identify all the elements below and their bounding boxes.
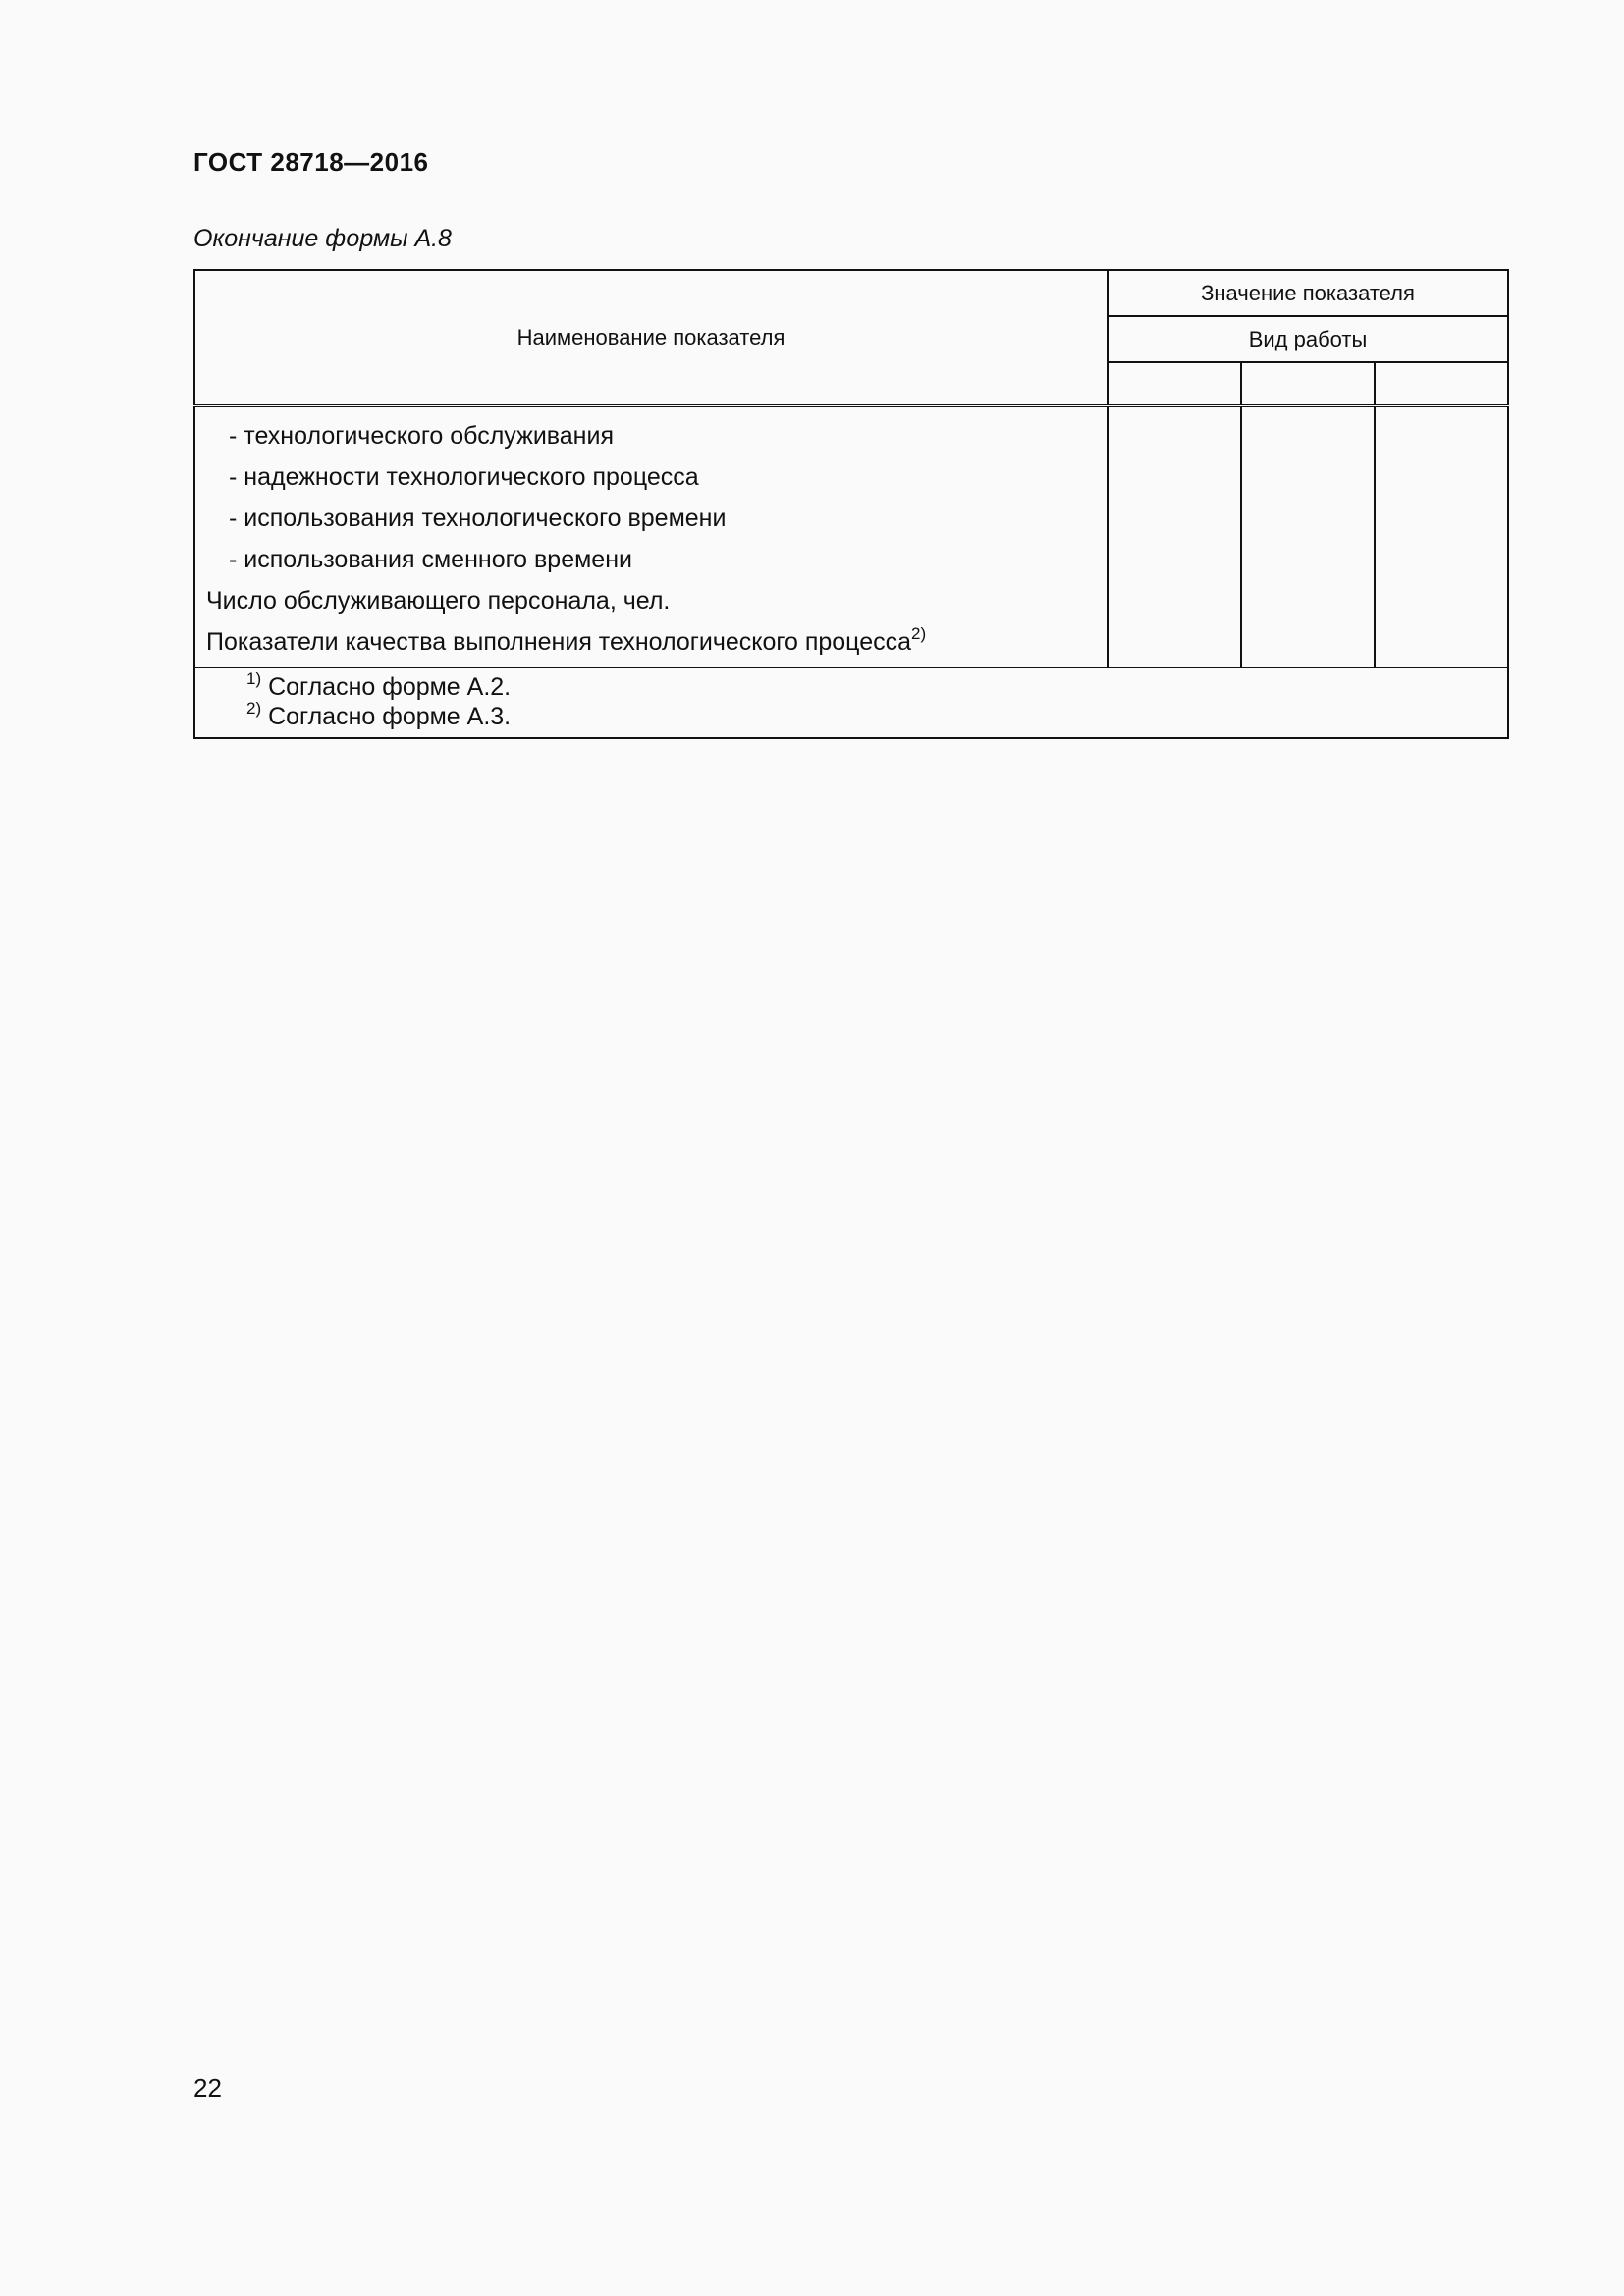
page-number: 22	[193, 2073, 222, 2103]
work-type-cell-1	[1108, 362, 1241, 406]
indicator-row	[195, 498, 1107, 539]
document-header: ГОСТ 28718—2016	[193, 147, 429, 177]
footnote-mark: 2)	[246, 698, 262, 718]
table-body-row	[194, 406, 1508, 668]
table-header-row-1	[194, 270, 1508, 316]
footnote-mark: 1)	[246, 668, 262, 688]
work-type-cell-2	[1241, 362, 1375, 406]
work-type-header: Вид работы	[1108, 316, 1508, 362]
indicator-row	[195, 456, 1107, 498]
indicator-row	[195, 580, 1107, 621]
footnote-text: Согласно форме А.2.	[261, 673, 512, 701]
footnote-reference: 2)	[911, 623, 927, 643]
indicator-name-header: Наименование показателя	[194, 270, 1108, 406]
indicator-value-header: Значение показателя	[1108, 270, 1508, 316]
indicator-row	[195, 415, 1107, 456]
footnote	[246, 668, 1507, 702]
indicator-row-label: - использования технологического времени	[229, 505, 727, 532]
indicator-table	[193, 269, 1509, 739]
value-cell-3	[1375, 406, 1508, 668]
work-type-cell-3	[1375, 362, 1508, 406]
indicator-row-label: - технологического обслуживания	[229, 422, 614, 450]
indicator-row-label: Число обслуживающего персонала, чел.	[206, 587, 671, 614]
indicator-row	[195, 621, 1107, 663]
indicator-list	[194, 406, 1108, 668]
footnote	[246, 698, 1507, 731]
table-caption: Окончание формы А.8	[193, 225, 452, 252]
indicator-row	[195, 539, 1107, 580]
value-cell-1	[1108, 406, 1241, 668]
indicator-row-label: - надежности технологического процесса	[229, 463, 699, 491]
indicator-row-label: - использования сменного времени	[229, 546, 632, 573]
footnote-text: Согласно форме А.3.	[261, 703, 512, 730]
indicator-row-label: Показатели качества выполнения технологического процесса	[206, 628, 912, 656]
value-cell-2	[1241, 406, 1375, 668]
footnotes	[194, 667, 1508, 738]
footnotes-row	[194, 667, 1508, 738]
